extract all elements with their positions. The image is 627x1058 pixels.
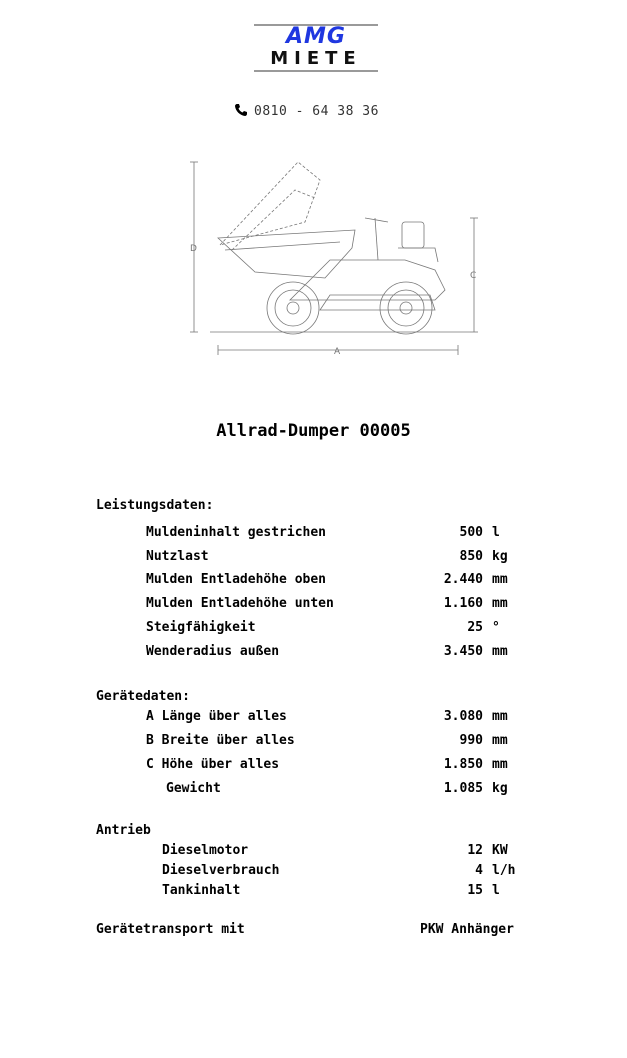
phone-number: 0810 - 64 38 36 (254, 104, 379, 119)
table-row (146, 571, 483, 589)
row-label: B Breite über alles (146, 733, 295, 748)
row-unit: KW (492, 843, 508, 858)
table-row (146, 595, 483, 613)
table-row (146, 756, 483, 774)
row-value: 1.085 (443, 781, 483, 796)
row-label: Dieselverbrauch (162, 863, 280, 878)
transport-label: Gerätetransport mit (96, 922, 245, 937)
row-unit: l/h (492, 863, 516, 878)
row-label: Dieselmotor (162, 843, 249, 858)
row-unit: mm (492, 709, 508, 724)
dumper-drawing (180, 150, 480, 365)
row-label: Tankinhalt (162, 883, 241, 898)
dimension-label-d: D (190, 244, 197, 254)
table-row (146, 732, 483, 750)
row-label: Gewicht (166, 781, 221, 796)
row-unit: mm (492, 572, 508, 588)
row-value: 3.450 (443, 643, 483, 659)
dimension-label-c: C (470, 271, 477, 281)
row-value: 12 (467, 843, 483, 858)
dimension-label-a: A (334, 347, 341, 357)
phone-line (234, 103, 379, 119)
table-row (146, 708, 483, 726)
section-heading-antrieb: Antrieb (96, 823, 151, 838)
amg-miete-logo (254, 22, 378, 74)
row-value: 1.850 (443, 757, 483, 772)
row-label: Steigfähigkeit (146, 619, 256, 635)
phone-icon (234, 103, 248, 117)
row-value: 3.080 (443, 709, 483, 724)
row-value: 15 (467, 883, 483, 898)
row-unit: mm (492, 596, 508, 612)
row-value: 500 (459, 525, 483, 540)
page-title: Allrad-Dumper 00005 (216, 421, 411, 441)
logo-subtitle: MIETE (270, 48, 362, 69)
row-value: 2.440 (443, 572, 483, 588)
table-row (146, 619, 483, 637)
transport-row (96, 921, 396, 939)
row-value: 1.160 (443, 596, 483, 612)
row-label: Wenderadius außen (146, 643, 280, 659)
row-unit: kg (492, 781, 508, 796)
row-unit: l (492, 525, 500, 540)
section-heading-geraet: Gerätedaten: (96, 689, 190, 704)
transport-value: PKW Anhänger (420, 922, 514, 937)
table-row (146, 548, 483, 566)
table-row (146, 643, 483, 661)
row-unit: l (492, 883, 500, 898)
row-value: 25 (467, 619, 483, 635)
table-row (162, 862, 483, 880)
row-label: Mulden Entladehöhe oben (146, 572, 327, 588)
row-unit: kg (492, 548, 508, 564)
row-value: 4 (475, 863, 483, 878)
table-row (146, 524, 483, 542)
row-unit: mm (492, 757, 508, 772)
row-value: 990 (459, 733, 483, 748)
logo-brand: AMG (286, 24, 346, 49)
row-value: 850 (459, 548, 483, 564)
row-label: Muldeninhalt gestrichen (146, 525, 327, 540)
row-label: A Länge über alles (146, 709, 287, 724)
row-unit: mm (492, 733, 508, 748)
section-heading-leistung: Leistungsdaten: (96, 498, 214, 513)
row-unit: mm (492, 643, 508, 659)
row-label: Nutzlast (146, 548, 209, 564)
table-row (162, 882, 483, 900)
row-label: Mulden Entladehöhe unten (146, 596, 334, 612)
row-label: C Höhe über alles (146, 757, 280, 772)
table-row (162, 842, 483, 860)
table-row (166, 780, 483, 798)
transport-value-row (420, 921, 530, 939)
row-unit: ° (492, 619, 500, 635)
